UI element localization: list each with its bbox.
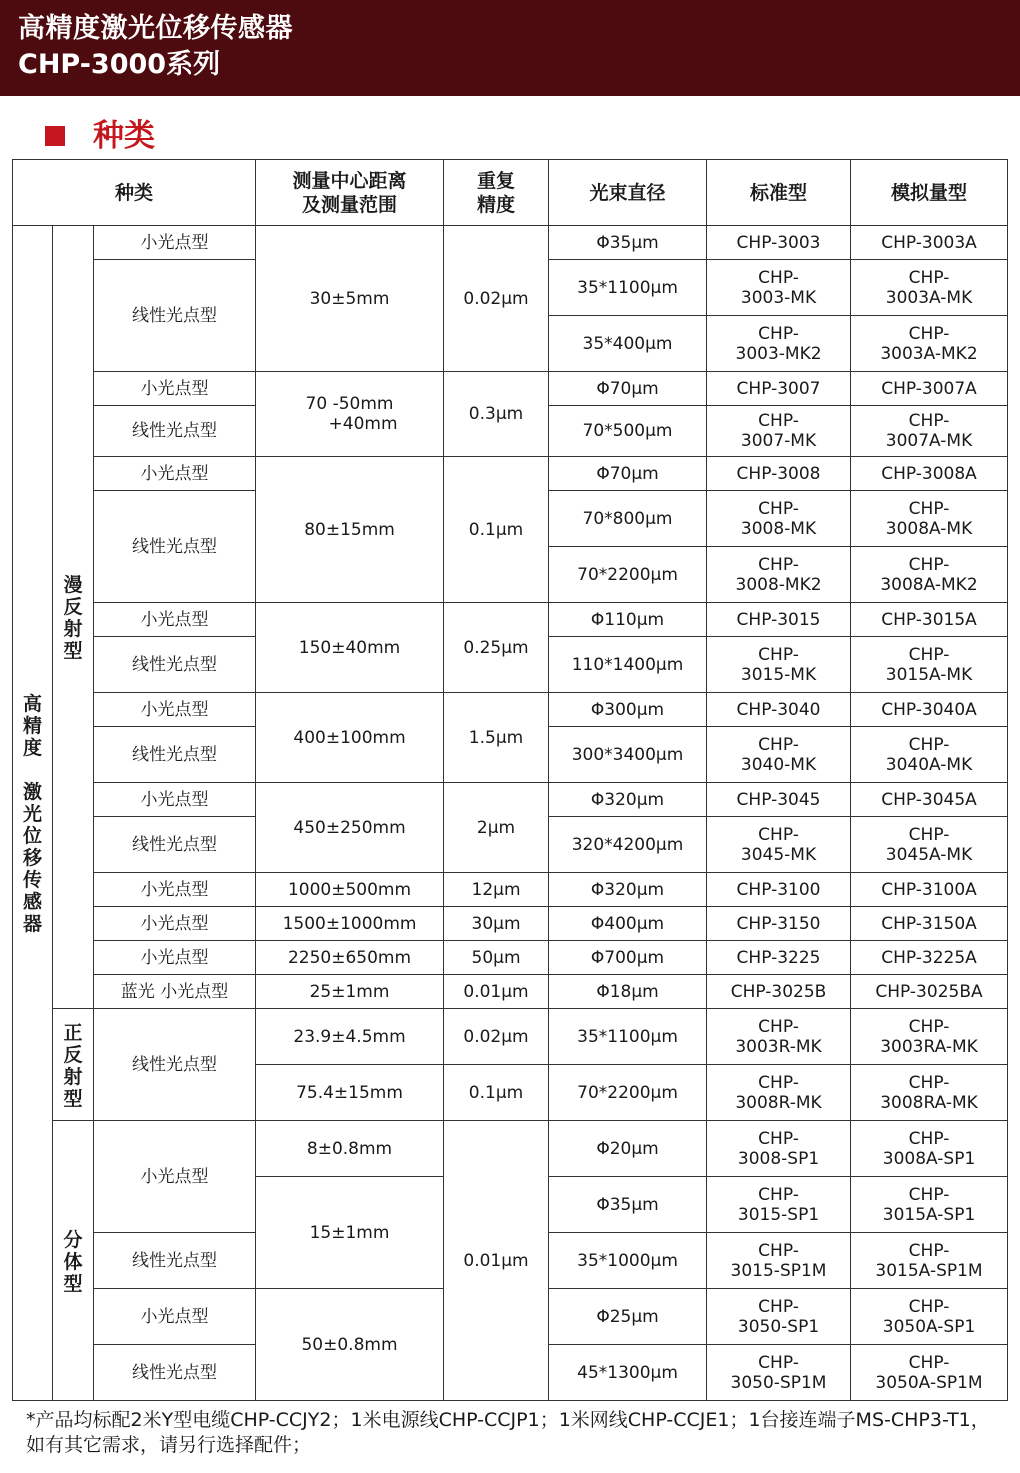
standard-cell: CHP-3015	[707, 603, 851, 637]
analog-cell: CHP-3003A	[851, 226, 1008, 260]
beam-cell: Φ25μm	[549, 1289, 707, 1345]
standard-cell: CHP-3003	[707, 226, 851, 260]
standard-cell: CHP-3045	[707, 783, 851, 817]
type-cell: 小光点型	[94, 372, 256, 406]
beam-cell: 70*2200μm	[549, 1065, 707, 1121]
table-row	[13, 693, 1008, 727]
repeat-cell: 0.1μm	[444, 457, 549, 603]
beam-cell: Φ70μm	[549, 372, 707, 406]
range-cell: 80±15mm	[256, 457, 444, 603]
square-bullet-icon	[45, 126, 65, 146]
range-cell: 50±0.8mm	[256, 1289, 444, 1401]
group-label-separate: 分 体 型	[53, 1121, 94, 1401]
product-type-table	[12, 159, 1008, 1401]
repeat-cell: 0.02μm	[444, 1009, 549, 1065]
repeat-cell: 0.01μm	[444, 1121, 549, 1401]
analog-cell: CHP-3150A	[851, 907, 1008, 941]
table-row	[13, 1121, 1008, 1177]
group-main-label: 高 精 度 激 光 位 移 传 感 器	[13, 226, 53, 1401]
analog-cell: CHP- 3008A-MK2	[851, 547, 1008, 603]
header-row	[13, 160, 1008, 226]
standard-cell: CHP- 3003-MK2	[707, 316, 851, 372]
standard-cell: CHP- 3008-MK	[707, 491, 851, 547]
analog-cell: CHP-3025BA	[851, 975, 1008, 1009]
standard-cell: CHP- 3015-MK	[707, 637, 851, 693]
beam-cell: Φ320μm	[549, 783, 707, 817]
analog-cell: CHP-3008A	[851, 457, 1008, 491]
range-cell: 75.4±15mm	[256, 1065, 444, 1121]
group-label-diffuse: 漫 反 射 型	[53, 226, 94, 1009]
beam-cell: Φ110μm	[549, 603, 707, 637]
standard-cell: CHP- 3045-MK	[707, 817, 851, 873]
beam-cell: 35*1100μm	[549, 260, 707, 316]
analog-cell: CHP-3007A	[851, 372, 1008, 406]
title-banner	[0, 0, 1020, 96]
standard-cell: CHP- 3015-SP1	[707, 1177, 851, 1233]
range-cell: 8±0.8mm	[256, 1121, 444, 1177]
table-row	[13, 975, 1008, 1009]
type-cell: 线性光点型	[94, 491, 256, 603]
type-cell: 小光点型	[94, 783, 256, 817]
table-row	[13, 1009, 1008, 1065]
range-cell: 30±5mm	[256, 226, 444, 372]
type-cell: 线性光点型	[94, 727, 256, 783]
standard-cell: CHP- 3007-MK	[707, 406, 851, 457]
beam-cell: 35*1100μm	[549, 1009, 707, 1065]
range-cell: 1000±500mm	[256, 873, 444, 907]
standard-cell: CHP-3100	[707, 873, 851, 907]
beam-cell: 35*1000μm	[549, 1233, 707, 1289]
page-subtitle: CHP-3000系列	[18, 49, 221, 80]
header-analog: 模拟量型	[851, 160, 1008, 226]
standard-cell: CHP- 3008R-MK	[707, 1065, 851, 1121]
header-beam: 光束直径	[549, 160, 707, 226]
table-row	[13, 457, 1008, 491]
footnote: *产品均标配2米Y型电缆CHP-CCJY2；1米电源线CHP-CCJP1；1米网线CHP-CCJE1；1台接连端子MS-CHP3-T1，如有其它需求，请另行选择配件；	[26, 1409, 990, 1456]
repeat-cell: 0.1μm	[444, 1065, 549, 1121]
header-repeat: 重复 精度	[444, 160, 549, 226]
beam-cell: Φ400μm	[549, 907, 707, 941]
analog-cell: CHP- 3050A-SP1M	[851, 1345, 1008, 1401]
analog-cell: CHP- 3003A-MK2	[851, 316, 1008, 372]
type-cell: 小光点型	[94, 693, 256, 727]
group-label-specular: 正 反 射 型	[53, 1009, 94, 1121]
range-cell: 2250±650mm	[256, 941, 444, 975]
beam-cell: Φ35μm	[549, 226, 707, 260]
beam-cell: 70*500μm	[549, 406, 707, 457]
beam-cell: Φ18μm	[549, 975, 707, 1009]
repeat-cell: 0.01μm	[444, 975, 549, 1009]
type-cell: 小光点型	[94, 941, 256, 975]
beam-cell: Φ70μm	[549, 457, 707, 491]
analog-cell: CHP- 3008A-MK	[851, 491, 1008, 547]
table-row	[13, 226, 1008, 260]
table-row	[13, 783, 1008, 817]
repeat-cell: 0.25μm	[444, 603, 549, 693]
range-cell: 23.9±4.5mm	[256, 1009, 444, 1065]
beam-cell: 110*1400μm	[549, 637, 707, 693]
repeat-cell: 2μm	[444, 783, 549, 873]
type-cell: 小光点型	[94, 603, 256, 637]
repeat-cell: 30μm	[444, 907, 549, 941]
analog-cell: CHP- 3008A-SP1	[851, 1121, 1008, 1177]
header-range: 测量中心距离 及测量范围	[256, 160, 444, 226]
standard-cell: CHP-3007	[707, 372, 851, 406]
range-cell: 1500±1000mm	[256, 907, 444, 941]
header-standard: 标准型	[707, 160, 851, 226]
standard-cell: CHP-3040	[707, 693, 851, 727]
repeat-cell: 50μm	[444, 941, 549, 975]
standard-cell: CHP- 3003R-MK	[707, 1009, 851, 1065]
table-row	[13, 941, 1008, 975]
beam-cell: 70*2200μm	[549, 547, 707, 603]
range-cell: 25±1mm	[256, 975, 444, 1009]
beam-cell: Φ700μm	[549, 941, 707, 975]
type-cell: 蓝光 小光点型	[94, 975, 256, 1009]
standard-cell: CHP- 3008-SP1	[707, 1121, 851, 1177]
type-cell: 线性光点型	[94, 1233, 256, 1289]
beam-cell: 320*4200μm	[549, 817, 707, 873]
analog-cell: CHP-3015A	[851, 603, 1008, 637]
beam-cell: 45*1300μm	[549, 1345, 707, 1401]
analog-cell: CHP- 3015A-SP1	[851, 1177, 1008, 1233]
analog-cell: CHP-3040A	[851, 693, 1008, 727]
analog-cell: CHP- 3050A-SP1	[851, 1289, 1008, 1345]
analog-cell: CHP- 3040A-MK	[851, 727, 1008, 783]
standard-cell: CHP-3025B	[707, 975, 851, 1009]
type-cell: 线性光点型	[94, 260, 256, 372]
section-title: 种类	[93, 118, 155, 154]
analog-cell: CHP- 3015A-SP1M	[851, 1233, 1008, 1289]
beam-cell: Φ20μm	[549, 1121, 707, 1177]
repeat-cell: 1.5μm	[444, 693, 549, 783]
standard-cell: CHP- 3003-MK	[707, 260, 851, 316]
beam-cell: Φ300μm	[549, 693, 707, 727]
standard-cell: CHP- 3040-MK	[707, 727, 851, 783]
table-row	[13, 603, 1008, 637]
range-cell: 15±1mm	[256, 1177, 444, 1289]
range-cell: 450±250mm	[256, 783, 444, 873]
standard-cell: CHP- 3050-SP1	[707, 1289, 851, 1345]
beam-cell: 35*400μm	[549, 316, 707, 372]
table-row	[13, 873, 1008, 907]
type-cell: 线性光点型	[94, 817, 256, 873]
standard-cell: CHP- 3015-SP1M	[707, 1233, 851, 1289]
type-cell: 小光点型	[94, 907, 256, 941]
analog-cell: CHP-3045A	[851, 783, 1008, 817]
analog-cell: CHP- 3008RA-MK	[851, 1065, 1008, 1121]
type-cell: 线性光点型	[94, 406, 256, 457]
analog-cell: CHP- 3015A-MK	[851, 637, 1008, 693]
page-title: 高精度激光位移传感器	[18, 13, 293, 44]
range-cell: 70 -50mm +40mm	[256, 372, 444, 457]
type-cell: 小光点型	[94, 457, 256, 491]
table-row	[13, 907, 1008, 941]
analog-cell: CHP- 3045A-MK	[851, 817, 1008, 873]
repeat-cell: 0.3μm	[444, 372, 549, 457]
type-cell: 小光点型	[94, 1289, 256, 1345]
repeat-cell: 0.02μm	[444, 226, 549, 372]
beam-cell: 300*3400μm	[549, 727, 707, 783]
standard-cell: CHP- 3008-MK2	[707, 547, 851, 603]
analog-cell: CHP- 3003A-MK	[851, 260, 1008, 316]
beam-cell: Φ35μm	[549, 1177, 707, 1233]
type-cell: 线性光点型	[94, 1009, 256, 1121]
type-cell: 线性光点型	[94, 1345, 256, 1401]
analog-cell: CHP- 3007A-MK	[851, 406, 1008, 457]
beam-cell: 70*800μm	[549, 491, 707, 547]
analog-cell: CHP-3225A	[851, 941, 1008, 975]
type-cell: 线性光点型	[94, 637, 256, 693]
table-row	[13, 372, 1008, 406]
beam-cell: Φ320μm	[549, 873, 707, 907]
standard-cell: CHP-3225	[707, 941, 851, 975]
analog-cell: CHP-3100A	[851, 873, 1008, 907]
range-cell: 150±40mm	[256, 603, 444, 693]
range-cell: 400±100mm	[256, 693, 444, 783]
header-type: 种类	[13, 160, 256, 226]
type-cell: 小光点型	[94, 873, 256, 907]
standard-cell: CHP- 3050-SP1M	[707, 1345, 851, 1401]
type-cell: 小光点型	[94, 226, 256, 260]
standard-cell: CHP-3150	[707, 907, 851, 941]
type-cell: 小光点型	[94, 1121, 256, 1233]
analog-cell: CHP- 3003RA-MK	[851, 1009, 1008, 1065]
standard-cell: CHP-3008	[707, 457, 851, 491]
repeat-cell: 12μm	[444, 873, 549, 907]
